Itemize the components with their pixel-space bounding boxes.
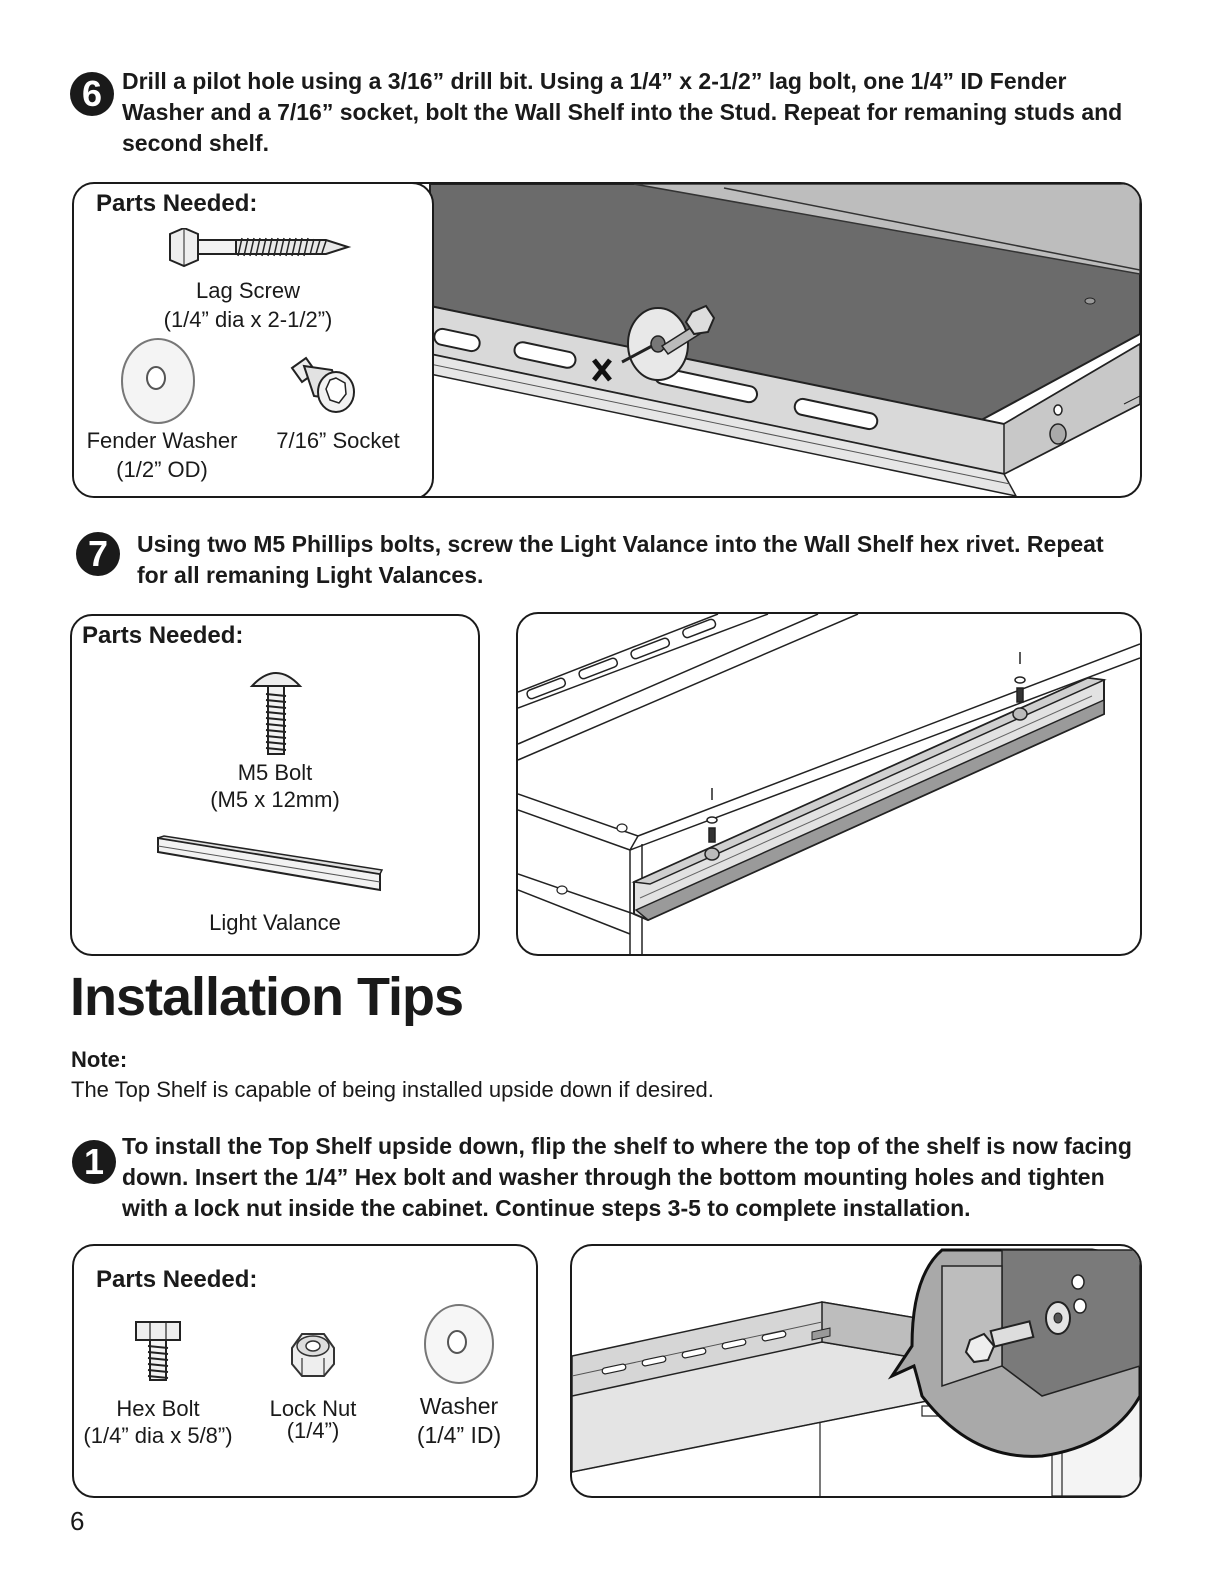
lag-screw-spec: (1/4” dia x 2-1/2”)	[163, 307, 333, 332]
page-number: 6	[70, 1506, 85, 1536]
lock-nut-icon	[286, 1328, 340, 1382]
fender-washer-icon	[118, 336, 198, 426]
step-7-instructions: Using two M5 Phillips bolts, screw the Light Valance into the Wall Shelf hex rivet. Repeat for all remaning Light Valances.	[137, 531, 1104, 588]
m5-bolt-spec: (M5 x 12mm)	[210, 787, 340, 812]
washer-label: Washer	[419, 1393, 499, 1419]
washer-spec: (1/4” ID)	[416, 1422, 502, 1448]
m5-bolt-icon	[248, 664, 304, 758]
socket-icon	[286, 356, 362, 418]
note-title: Note:	[71, 1047, 128, 1072]
lock-nut-spec: (1/4”)	[286, 1418, 340, 1443]
step-7-parts-title: Parts Needed:	[82, 622, 244, 649]
step-7-parts-box	[70, 614, 480, 956]
installation-tips-heading: Installation Tips	[70, 967, 464, 1027]
light-valance-label: Light Valance	[209, 910, 341, 935]
fender-washer-label: Fender Washer	[86, 428, 238, 453]
m5-bolt-label: M5 Bolt	[237, 760, 313, 785]
lock-nut-label: Lock Nut	[269, 1396, 357, 1421]
hex-bolt-spec: (1/4” dia x 5/8”)	[83, 1423, 233, 1448]
step-6-number: 6	[70, 72, 114, 116]
tip-1-illustration-panel	[570, 1244, 1142, 1498]
note-text: The Top Shelf is capable of being installed upside down if desired.	[71, 1077, 714, 1102]
hex-bolt-icon	[132, 1318, 184, 1384]
step-7-illustration	[518, 614, 1140, 954]
light-valance-icon	[154, 834, 386, 894]
tip-1-illustration	[572, 1246, 1140, 1496]
fender-washer-spec: (1/2” OD)	[116, 457, 208, 482]
hex-bolt-label: Hex Bolt	[116, 1396, 200, 1421]
socket-label: 7/16” Socket	[276, 428, 400, 453]
tip-1-instructions: To install the Top Shelf upside down, flip the shelf to where the top of the shelf is now facing down. Insert the 1/4” Hex bolt and washer through the bottom mounting holes and tighten with a lock nut inside the cabinet. Continue steps 3-5 to complete installation.	[122, 1133, 1132, 1221]
lag-screw-label: Lag Screw	[196, 278, 300, 303]
tip-1-number: 1	[72, 1140, 116, 1184]
step-6-parts-title: Parts Needed:	[96, 190, 258, 217]
step-6-instructions: Drill a pilot hole using a 3/16” drill bit. Using a 1/4” x 2-1/2” lag bolt, one 1/4” ID Fender Washer and a 7/16” socket, bolt the Wall Shelf into the Stud. Repeat for remaning studs and second shelf.	[122, 68, 1123, 156]
lag-screw-icon	[166, 228, 352, 268]
washer-icon	[422, 1302, 496, 1386]
step-6-panel	[72, 182, 1142, 498]
tip-1-parts-title: Parts Needed:	[96, 1266, 258, 1293]
step-7-illustration-panel	[516, 612, 1142, 956]
tip-1-parts-box	[72, 1244, 538, 1498]
step-7-number: 7	[76, 532, 120, 576]
